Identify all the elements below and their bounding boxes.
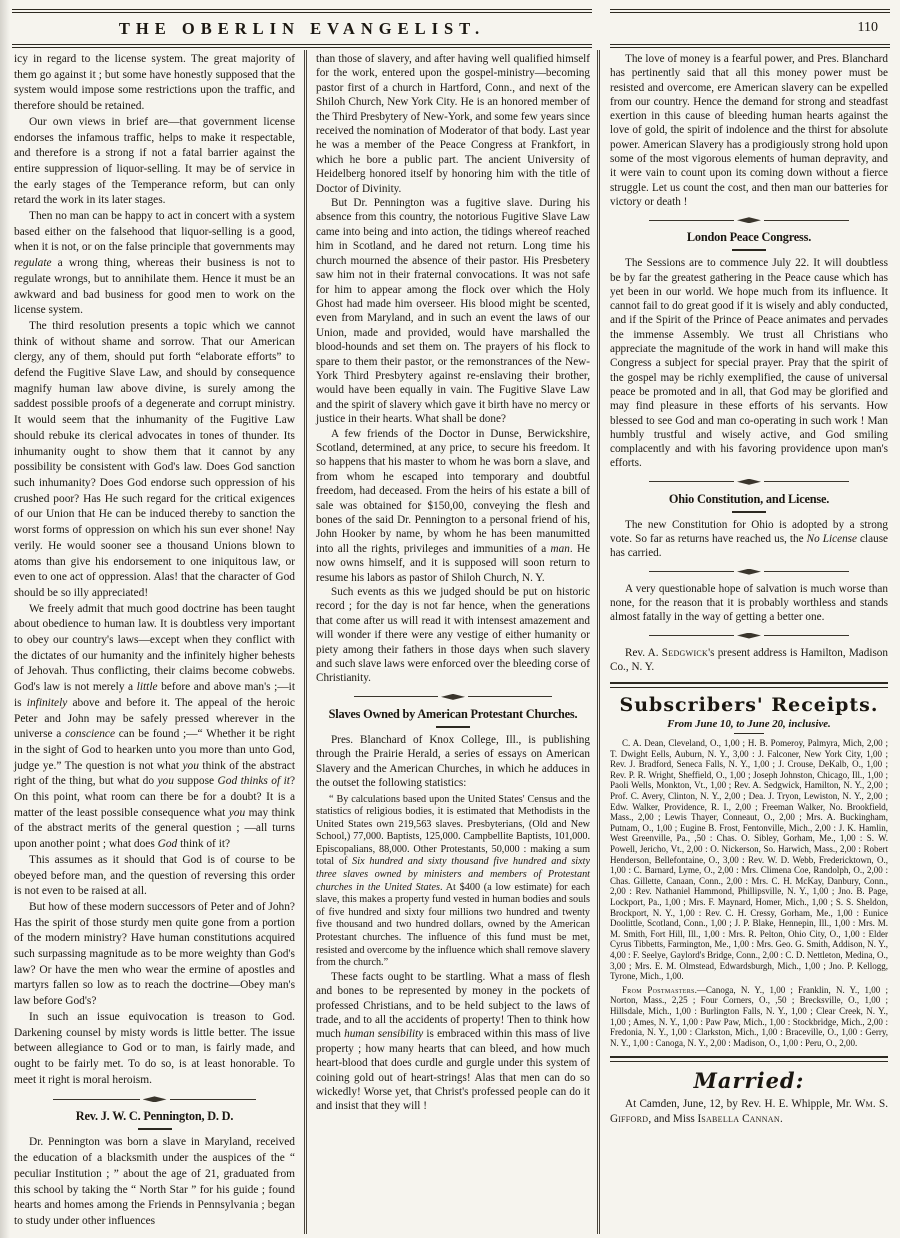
- columns-container: [0, 48, 900, 1234]
- quoted-statistics-paragraph: “ By calculations based upon the United States' Census and the statistics of religious bodies, it is estimated that Methodists in the United States own 219,563 slaves. Presbyterians, (Old and New School,) 77,000. Baptists, 125,000. Campbellite Baptists, 101,000. Episcopalians, 88,000. Other Protestants, 50,000 : making a sum total of Six hundred and sixty thousand five hundred and sixty three slaves owned by ministers and members of Protestant churches in the United States. At $400 (a low estimate) for each slave, this makes a property fund vested in human bodies and souls of five hundred and sixty four millions two hundred and twenty five thousand and two hundred dollars, owned by the American Protestant churches. The influence of this fund must be met, resisted and overcome by the influence which shall remove slavery from the church.”: [316, 793, 591, 969]
- divider-diamond-icon: [737, 217, 761, 223]
- heading-underline-rule: [732, 511, 766, 513]
- masthead-rule-bottom-left: [12, 44, 592, 48]
- article-heading: Slaves Owned by American Protestant Churches.: [328, 706, 578, 721]
- section-divider: [649, 569, 849, 575]
- section-divider: [53, 1096, 255, 1102]
- section-divider: [649, 479, 849, 485]
- divider-line: [354, 696, 438, 697]
- article-paragraph: Such events as this we judged should be put on historic record ; for the day is not far hence, when the generations that come after us will read it with intensest amazement and will wonder if there were any vestige of either humanity or piety among their fathers in those days when such slavery and such slave laws were enforced over the bleeding corse of Christianity.: [316, 586, 590, 685]
- article-paragraph: Dr. Pennington was born a slave in Maryland, received the education of a blacksmith under the auspices of the “ peculiar Institution ; ” about the age of 21, graduated from this school by taking the “ North Star ” for his guide ; found hearts and homes among the Friends in Pennsylvania ; began to study under other influences: [14, 1136, 295, 1227]
- section-divider: [354, 694, 551, 700]
- receipts-paragraph: C. A. Dean, Cleveland, O., 1,00 ; H. B. Pomeroy, Palmyra, Mich, 2,00 ; T. Dwight Eells, Auburn, N. Y., 3,00 : J. Falconer, New York City, 1,00 ; Rev. J. Bradford, Seneca Falls, N. Y., 1,00 ; J. Crouse, DeKalb, O., 1,00 ; Rev. P. R. Wright, Sheffield, O., 1,00 ; Joseph Johnston, Chicago, Ill., 1,00 ; Paoli Wells, Monkton, Vt., 1,00 ; Rev. A. Sedgwick, Hamilton, N. Y., 2,00 ; Prof. C. Avery, Clinton, N. Y., 2,00 ; Dea. J. Tryon, Lewiston, N. Y., 2,00 ; Edw. Walker, Providence, R. I., 2,00 ; Freeman Walker, No. Brookfield, Mass., 2,00 ; Lewis Thayer, Conneaut, O., 2,00 ; Mrs. A. Buckingham, Putnam, O., 1,00 ; Eugine B. Frost, Fentonville, Mich., 2,00 : J. K. Hamlin, West Greenville, Pa., ,50 : Chas. O. Sibley, Gorham, Me., 1,00 : S. W. Powell, Jericho, Vt., 2,00 : O. Nickerson, So. Harwich, Mass., 2,00 : Robert Henderson, Bellefontaine, O., 3,00 : Rev. W. D. Webb, Fredericktown, O., 1,00 : C. Barnard, Lyme, O., 2,00 : Mrs. Climena Coe, Randolph, O., 2,00 : Chas. Gillette, Canaan, Conn., 2,00 : Mrs. C. H. McKay, Danbury, Conn., 2,00 : Rev. Nathaniel Hammond, Phillipsville, N. Y., 1,00 ; Jno. B. Page, Lockport, Pa., 1,00 ; Mrs. F. Maynard, Homer, Mich., 1,00 ; S. S. Sheldon, Brockport, N. Y., 1,00 : Rev. C. H. Cressy, Gorham, Me., 1,00 : Eunice Doolittle, Scotland, Conn., 1,00 ; J. P. Blake, Hennepin, Ill., 1,00 : Mrs. M. M. Smith, Fort Hill, Ill., 1,00 : Mrs. R. Pelton, Ohio City, O., 1,00 : Elder Cyrus Tibbetts, Farmington, Me., 1,00 : Mrs. Geo. G. Smith, Addison, N. Y., 4,00 : F. Seelye, Gaylord's Bridge, Conn., 2,00 : C. D. Nettleton, Medina, O., 3,00 ; Mrs. E. M. Olmstead, Edwardsburgh, Mich., 1,00 ; Jno. P. Kellogg, Tyrone, Mich., 1,00.: [610, 738, 888, 982]
- article-paragraph: A very questionable hope of salvation is much worse than none, for the reason that it is probably worthless and stands almost fatally in the way of getting a better one.: [610, 582, 888, 624]
- heading-underline-rule: [732, 249, 766, 251]
- divider-diamond-icon: [737, 569, 761, 575]
- article-heading-block: [610, 492, 888, 513]
- section-title: Subscribers' Receipts.: [619, 694, 879, 717]
- article-paragraph: But Dr. Pennington was a fugitive slave. During his absence from this country, the notorious Fugitive Slave Law came into being and into action, the tidings whereof reached him in Scotland, and he dared not return. Long time his church mourned the absence of their pastor. His Presbetery saw him not in their fraternal convocations. It was not safe for him to appear among the flock over which the Holy Ghost had made him overseer. His blood might be scented, even from Maryland, and in such an event the laws of our Union, made and provided, would have marshalled the blood-hounds and set them on. The prayers of his flock to spare to them their pastor, or the remonstrances of the New-York Third Presbytery against re-enslaving their brother, would have been equally in vain. The Fugitive Slave Law and the spirit of slavery which gave it birth have no mercy or justice in their hearts. What shall be done?: [316, 197, 590, 426]
- article-heading-block: [316, 707, 590, 728]
- divider-line: [764, 220, 849, 221]
- article-paragraph: The Sessions are to commence July 22. It will doubtless be by far the greatest gathering in the Peace cause which has yet been in our world. We hope much from its influence. It cannot fail to do great good if it is wisely and ably conducted, and if the Spirit of the Prince of Peace animates and pervades the immense Assembly. We trust all Christians who appreciate the magnitude of the work in hand will make this Congress a subject for special prayer. Pray that the spirit of the gospel may be richly exemplified, the cause of universal peace be promoted and in all, that God may be glorified and may find pleasure in these efforts of his servants. How blessed to see God and man co-operating in such work ! Man humbly trustful and wisely active, and God smiling complacently and with his favoring providence upon man's efforts.: [610, 257, 888, 470]
- divider-line: [764, 481, 849, 482]
- divider-diamond-icon: [737, 633, 761, 639]
- divider-diamond-icon: [143, 1096, 167, 1102]
- double-rule: [610, 1056, 888, 1062]
- heading-underline-rule: [138, 1128, 172, 1130]
- divider-diamond-icon: [441, 694, 465, 700]
- masthead-left: [12, 9, 592, 48]
- article-paragraph: Pres. Blanchard of Knox College, Ill., is publishing through the Prairie Herald, a series of essays on American Slavery and the American Churches, in which he adduces in the outset the following statistics:: [316, 733, 590, 790]
- section-divider: [649, 633, 849, 639]
- divider-line: [764, 635, 849, 636]
- article-heading: Ohio Constitution, and License.: [668, 491, 830, 506]
- divider-diamond-icon: [737, 479, 761, 485]
- page-number: 110: [857, 20, 878, 35]
- article-heading: Rev. J. W. C. Pennington, D. D.: [75, 1109, 234, 1124]
- section-divider: [649, 217, 849, 223]
- masthead-rule-bottom-right: [610, 44, 890, 48]
- article-paragraph: Then no man can be happy to act in concert with a system based either on the falsehood that liquor-selling is a good, when it is not, or on the false principle that governments may regulate a wrong thing, whereas their business is not to regulate wrongs, but to annihilate them. Hence it must be an awkward and bad business for good men to work on the license system.: [14, 210, 295, 317]
- divider-line: [468, 696, 552, 697]
- article-heading-block: [14, 1109, 295, 1130]
- double-rule: [610, 682, 888, 688]
- article-paragraph: These facts ought to be startling. What a mass of flesh and bones to be represented by money in the pockets of professed Christians, and to be held subject to the laws of trade, and to all the accidents of property! Then to think how much human sensibility is embraced within this mass of live property ; how many hearts that can bleed, and how much heart-blood that does curdle and gurgle under this system of coining gold out of heart-strings! Alas that men can do so wickedly! Worse yet, that Christ's professed people can do it and insist that they will !: [316, 970, 590, 1113]
- divider-line: [53, 1099, 139, 1100]
- article-paragraph: In such an issue equivocation is treason to God. Darkening counsel by misty words is little better. The issue between allegiance to God or to man, is fairly made, and ought to be fairly met. To do so, is at least honorable. To meet it right is moral heroism.: [14, 1010, 295, 1086]
- article-paragraph: Rev. A. Sedgwick's present address is Hamilton, Madison Co., N. Y.: [610, 646, 888, 673]
- date-range-subheading: From June 10, to June 20, inclusive.: [667, 718, 831, 731]
- masthead-right: [610, 9, 890, 48]
- receipts-paragraph: From Postmasters.—Canoga, N. Y., 1,00 ; Franklin, N. Y., 1,00 ; Norton, Mass., 2,25 ; Four Corners, O., ,50 ; Brecksville, O., 1,00 ; Hillsdale, Mich., 1,00 : Burlington Falls, N. Y., 1,00 ; Clear Creek, N. Y., 1,00 ; Ames, N. Y., 1,00 : Paw Paw, Mich., 1,00 : Stockbridge, Mich., 2,00 : Fredonia, N. Y., 1,00 : Clarkston, Mich., 1,00 : Braceville, O., 1,00 : Gerry, N. Y., 1,00 : Canoga, N. Y., 2,00 : Madison, O., 1,00 : Peru, O., 2,00.: [610, 984, 888, 1048]
- divider-line: [649, 220, 734, 221]
- article-paragraph: A few friends of the Doctor in Dunse, Berwickshire, Scotland, determined, at any price, to secure his freedom. It so happens that his master to whom he was born a slave, and from whom he escaped into temporary and doubtful freedom, had deceased. From the heirs of his estate a bill of sale was obtained for $150,00, conveying the flesh and bones of the said Dr. Pennington to a personal friend of his, John Hooker by name, by whom he has been manumitted into all the rights, privileges and immunities of a man. He now owns himself, and it is supposed will soon return to resume his labors as pastor of Shiloh Church, N. Y.: [316, 427, 590, 584]
- masthead: [0, 0, 900, 48]
- article-paragraph: But how of these modern successors of Peter and of John? Has the spirit of those sturdy men quite gone from a portion of the modern ministry? Have human constitutions acquired such surpassing magnitude as to be more weighty than God's law? Or have the men who wear the ermine of apostles and martyrs fallen so low as to reach the doctrine—Obey man's law before God's?: [14, 900, 295, 1008]
- article-paragraph: We freely admit that much good doctrine has been taught about obedience to human law. It is doubtless very important to obey our country's laws—except when they conflict with the dictates of our humanity and the infinitely higher behests of Jehovah. Thus conflicting, their claims become cobwebs. God's law is not merely a little before and above man's ;—it is infinitely above and before it. The appeal of the heroic Peter and John may be safely pressed wherever in the universe a conscience can be found ;—“ Whether it be right in the sight of God to hearken unto you more than unto God, judge ye.” The question is not what you think of the abstract right of the thing, but what do you suppose God thinks of it? On this point, what room can there be for a doubt? It is a matter of the least possible consequence what you may think of the abstract merits of the general question ; —all turns upon another point ; what does God think of it?: [14, 602, 296, 851]
- article-paragraph: This assumes as it should that God is of course to be obeyed before man, and the question of reversing this order is not even to be raised at all.: [14, 853, 295, 898]
- heading-underline-rule: [436, 726, 470, 728]
- article-heading: London Peace Congress.: [686, 230, 812, 245]
- column-left: [12, 50, 304, 1234]
- divider-line: [170, 1099, 256, 1100]
- column-middle: [304, 50, 597, 1234]
- divider-line: [764, 571, 849, 572]
- article-paragraph: At Camden, June, 12, by Rev. H. E. Whipple, Mr. Wm. S. Gifford, and Miss Isabella Cannan.: [610, 1098, 888, 1125]
- short-rule: [734, 733, 764, 734]
- article-paragraph: Our own views in brief are—that government license endorses the infamous traffic, helps to make it respectable, and therefore is a strong if not a fatal barrier against the entire suppression of liquor-selling. It may be of service in the early stages of the Temperance reform, but can only retard the work in its later stages.: [14, 115, 295, 207]
- column-right: [597, 50, 890, 1234]
- divider-line: [649, 481, 734, 482]
- article-paragraph: The third resolution presents a topic which we cannot think of without shame and sorrow. That our American clergy, any of them, should put forth “elaborate efforts” to defend the Fugitive Slave Law, and should by consequence magnify human law above divine, is surely among the saddest possible proofs of a degenerate and corrupt ministry. It would seem that the inhumanity of the Fugitive Law should rebuke its clerical advocates in tones of thunder. Its inhumanity ought to show them that it cannot by any possibility be consistent with God's law. Does God sanction such inhumanity? Does God endorse such oppression of his crushed poor? Has He such regard for the critical exigences of our Union that He can be induced thereby to sanction the worst forms of oppression on which his sun ever shone! Nay verily. He would sooner see a thousand Unions blown to atoms than give his endorsement to one iniquitous law, or even to one act of oppression. Alas! that the character of God should be so illy appreciated!: [14, 319, 295, 599]
- married-section-title: Married:: [693, 1068, 805, 1094]
- article-paragraph: The new Constitution for Ohio is adopted by a strong vote. So far as returns have reached us, the No License clause has carried.: [610, 518, 889, 560]
- article-heading-block: [610, 230, 888, 251]
- newspaper-title: THE OBERLIN EVANGELIST.: [118, 19, 486, 38]
- article-paragraph: icy in regard to the license system. The great majority of them go against it ; but some have honestly supposed that the system would impose some restrictions upon the traffic, and therefore should be retained.: [14, 53, 295, 113]
- article-paragraph: than those of slavery, and after having well qualified himself for the work, entered upon the gospel-ministry—becoming pastor first of a church in Hartford, Conn., and next of the Shiloh Church, New York City. He is an honored member of the Third Presbytery of New-York, and some few years since received the nomination of Moderator of that body. Last year he was a member of the Peace Congress at Frankfort, in which he bore a public part. The ancient University of Heidelberg honored itself by honoring him with the title of Doctor of Divinity.: [316, 53, 590, 195]
- divider-line: [649, 635, 734, 636]
- divider-line: [649, 571, 734, 572]
- article-paragraph: The love of money is a fearful power, and Pres. Blanchard has pertinently said that all this money power must be resisted and overcome, ere American slavery can be expelled from our country. Hence the demand for strong and steadfast exertion in this cause of bleeding human hearts against the love of gold, the spirit of indolence and the thirst for absolute power. American Slavery has a prodigiously strong hold upon some of the most vigorous elements of human depravity, and it were vain to count upon its coming down without a fierce struggle. Let us count the cost, and then man our batteries for victory or death !: [610, 53, 888, 208]
